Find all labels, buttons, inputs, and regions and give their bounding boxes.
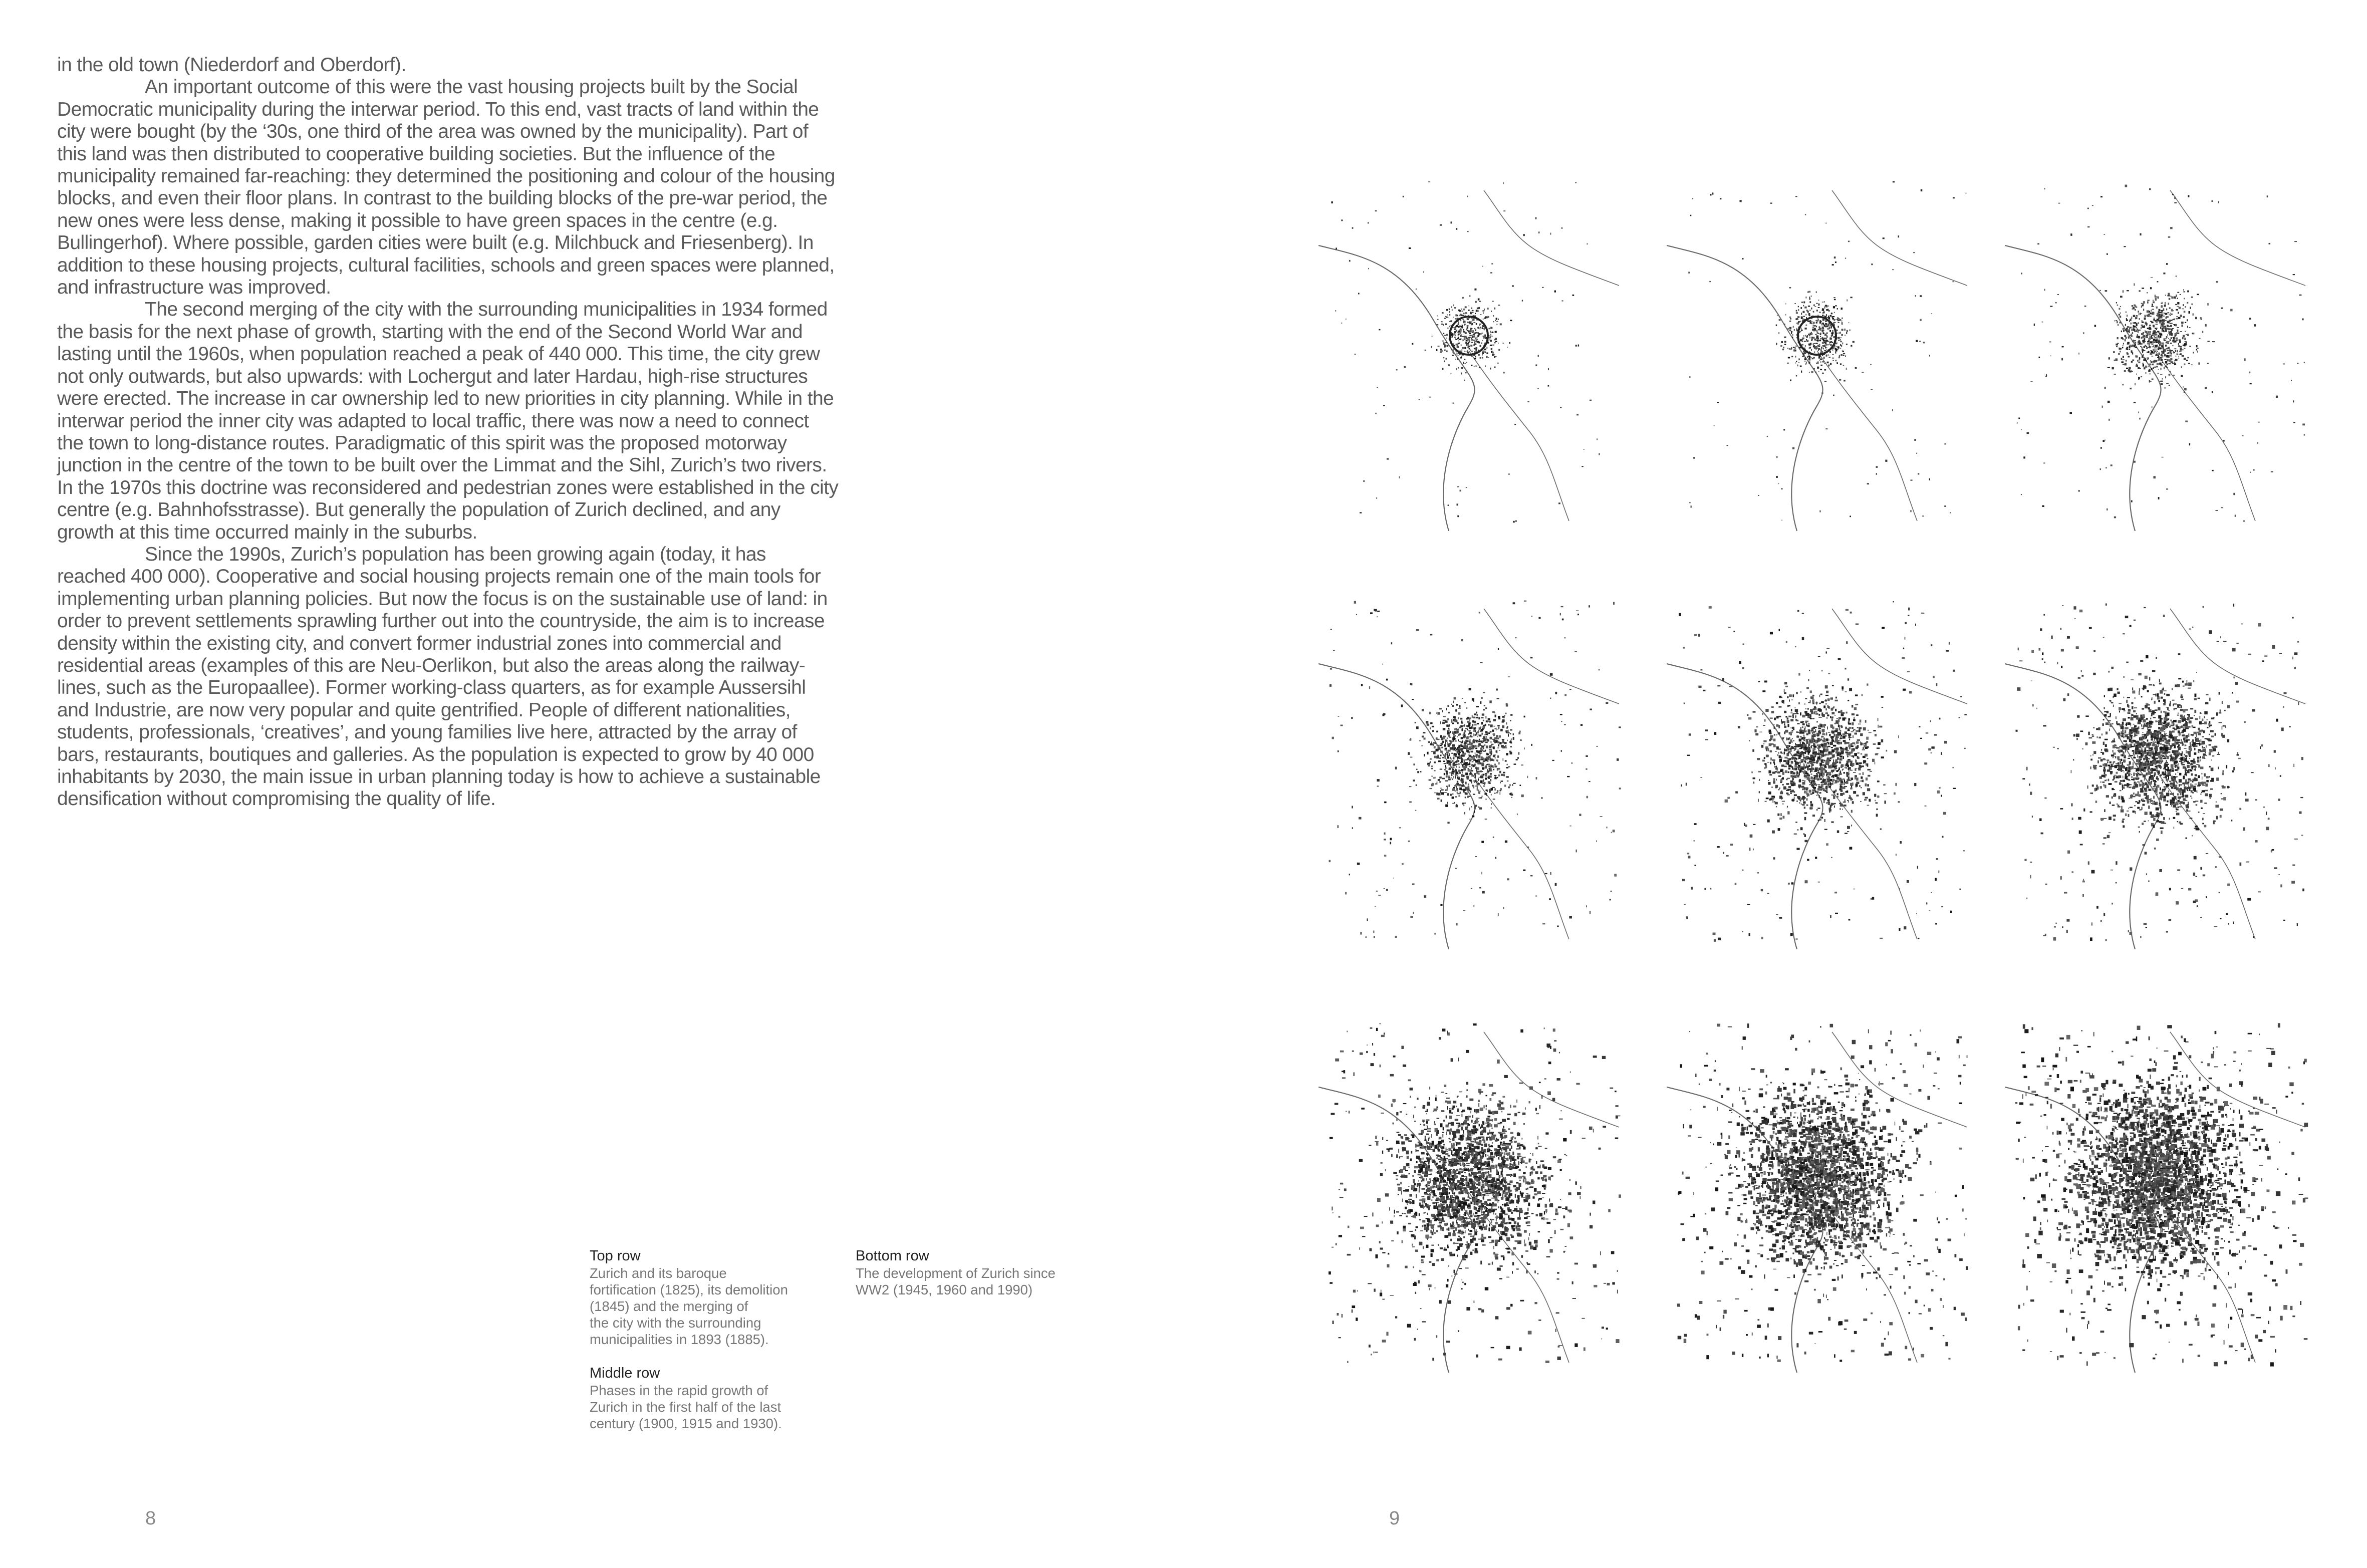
river-line [1319,664,1475,949]
caption-top-title: Top row [590,1248,641,1264]
river-line [2170,1032,2305,1127]
river-line [1484,609,1619,704]
river-line [1469,351,1569,521]
map-middle-1915 [1667,589,1977,949]
map-top-1825 [1319,170,1629,531]
body-paragraph-3: The second merging of the city with the surrounding municipalities in 1934 formed the basis for the next phase of growth, starting with the end of the Second World War and lasting until the 1960s, when population reached a peak of 440 000. This time, the city grew not only outwards, but also upwards: with Lochergut and later Hardau, high-rise structures were erected. The increase in car ownership led to new priorities in city planning. While in the interwar period the inner city was adapted to local traffic, there was now a need to connect the town to long-distance routes. Paradigmatic of this spirit was the proposed motorway junction in the centre of the town to be built over the Limmat and the Sihl, Zurich’s two rivers. In the 1970s this doctrine was reconsidered and pedestrian zones were established in the city centre (e.g. Bahnhofsstrasse). But generally the population of Zurich declined, and any growth at this time occurred mainly in the suburbs. [57,299,839,543]
body-paragraph-4: Since the 1990s, Zurich’s population has been growing again (today, it has reached 400 000). Cooperative and social housing projects remain one of the main tools for implementing urban planning policies. But now the focus is on the sustainable use of land: in order to prevent settlements sprawling further out into the countryside, the aim is to increase density within the existing city, and convert former industrial zones into commercial and residential areas (examples of this are Neu-Oerlikon, but also the areas along the railway-lines, such as the Europaallee). Former working-class quarters, as for example Aussersihl and Industrie, are now very popular and quite gentrified. People of different nationalities, students, professionals, ‘creatives’, and young families live here, attracted by the array of bars, restaurants, boutiques and galleries. As the population is expected to grow by 40 000 inhabitants by 2030, the main issue in urban planning today is how to achieve a sustainable densification without compromising the quality of life. [57,543,828,810]
map-bottom-1990 [2005,1012,2315,1373]
river-line [1667,245,1823,531]
river-line [2155,351,2255,521]
river-line [1469,769,1569,939]
caption-bottom-row [856,1247,1136,1298]
river-line [1667,664,1823,949]
caption-middle-title: Middle row [590,1365,660,1381]
page-number-left: 8 [145,1508,156,1529]
body-text [57,54,839,811]
map-middle-1900 [1319,589,1629,949]
caption-middle-row [590,1365,840,1432]
caption-bottom-body: The development of Zurich since WW2 (1945, 1960 and 1990) [856,1265,1056,1297]
river-line [1484,1032,1619,1127]
river-line [1817,351,1917,521]
map-top-1885 [2005,170,2315,531]
caption-bottom-title: Bottom row [856,1248,929,1264]
river-line [2170,609,2305,704]
river-line [2005,245,2161,531]
river-line [1484,190,1619,286]
page-number-right: 9 [1389,1508,1400,1529]
map-middle-1930 [2005,589,2315,949]
left-page [0,0,1183,1568]
river-line [2170,190,2305,286]
map-bottom-1960 [1667,1012,1977,1373]
body-paragraph-2: An important outcome of this were the vast housing projects built by the Social Democratic municipality during the interwar period. To this end, vast tracts of land within the city were bought (by the ‘30s, one third of the area was owned by the municipality). Part of this land was then distributed to cooperative building societies. But the influence of the municipality remained far-reaching: they determined the positioning and colour of the housing blocks, and even their floor plans. In contrast to the building blocks of the pre-war period, the new ones were less dense, making it possible to have green spaces in the centre (e.g. Bullingerhof). Where possible, garden cities were built (e.g. Milchbuck and Friesenberg). In addition to these housing projects, cultural facilities, schools and green spaces were planned, and infrastructure was improved. [57,76,835,299]
map-top-1845 [1667,170,1977,531]
right-page [1183,0,2367,1568]
river-line [1832,1032,1967,1127]
caption-top-row [590,1247,840,1348]
body-paragraph-1: in the old town (Niederdorf and Oberdorf). [57,54,406,76]
river-line [1832,190,1967,286]
river-line [1832,609,1967,704]
caption-top-body: Zurich and its baroque fortification (1825), its demolition (1845) and the merging of the city with the surrounding municipalities in 1893 (1885). [590,1265,788,1347]
caption-middle-body: Phases in the rapid growth of Zurich in the first half of the last century (1900, 1915 and 1930). [590,1383,782,1431]
river-line [2005,664,2161,949]
river-line [1319,245,1475,531]
map-bottom-1945 [1319,1012,1629,1373]
